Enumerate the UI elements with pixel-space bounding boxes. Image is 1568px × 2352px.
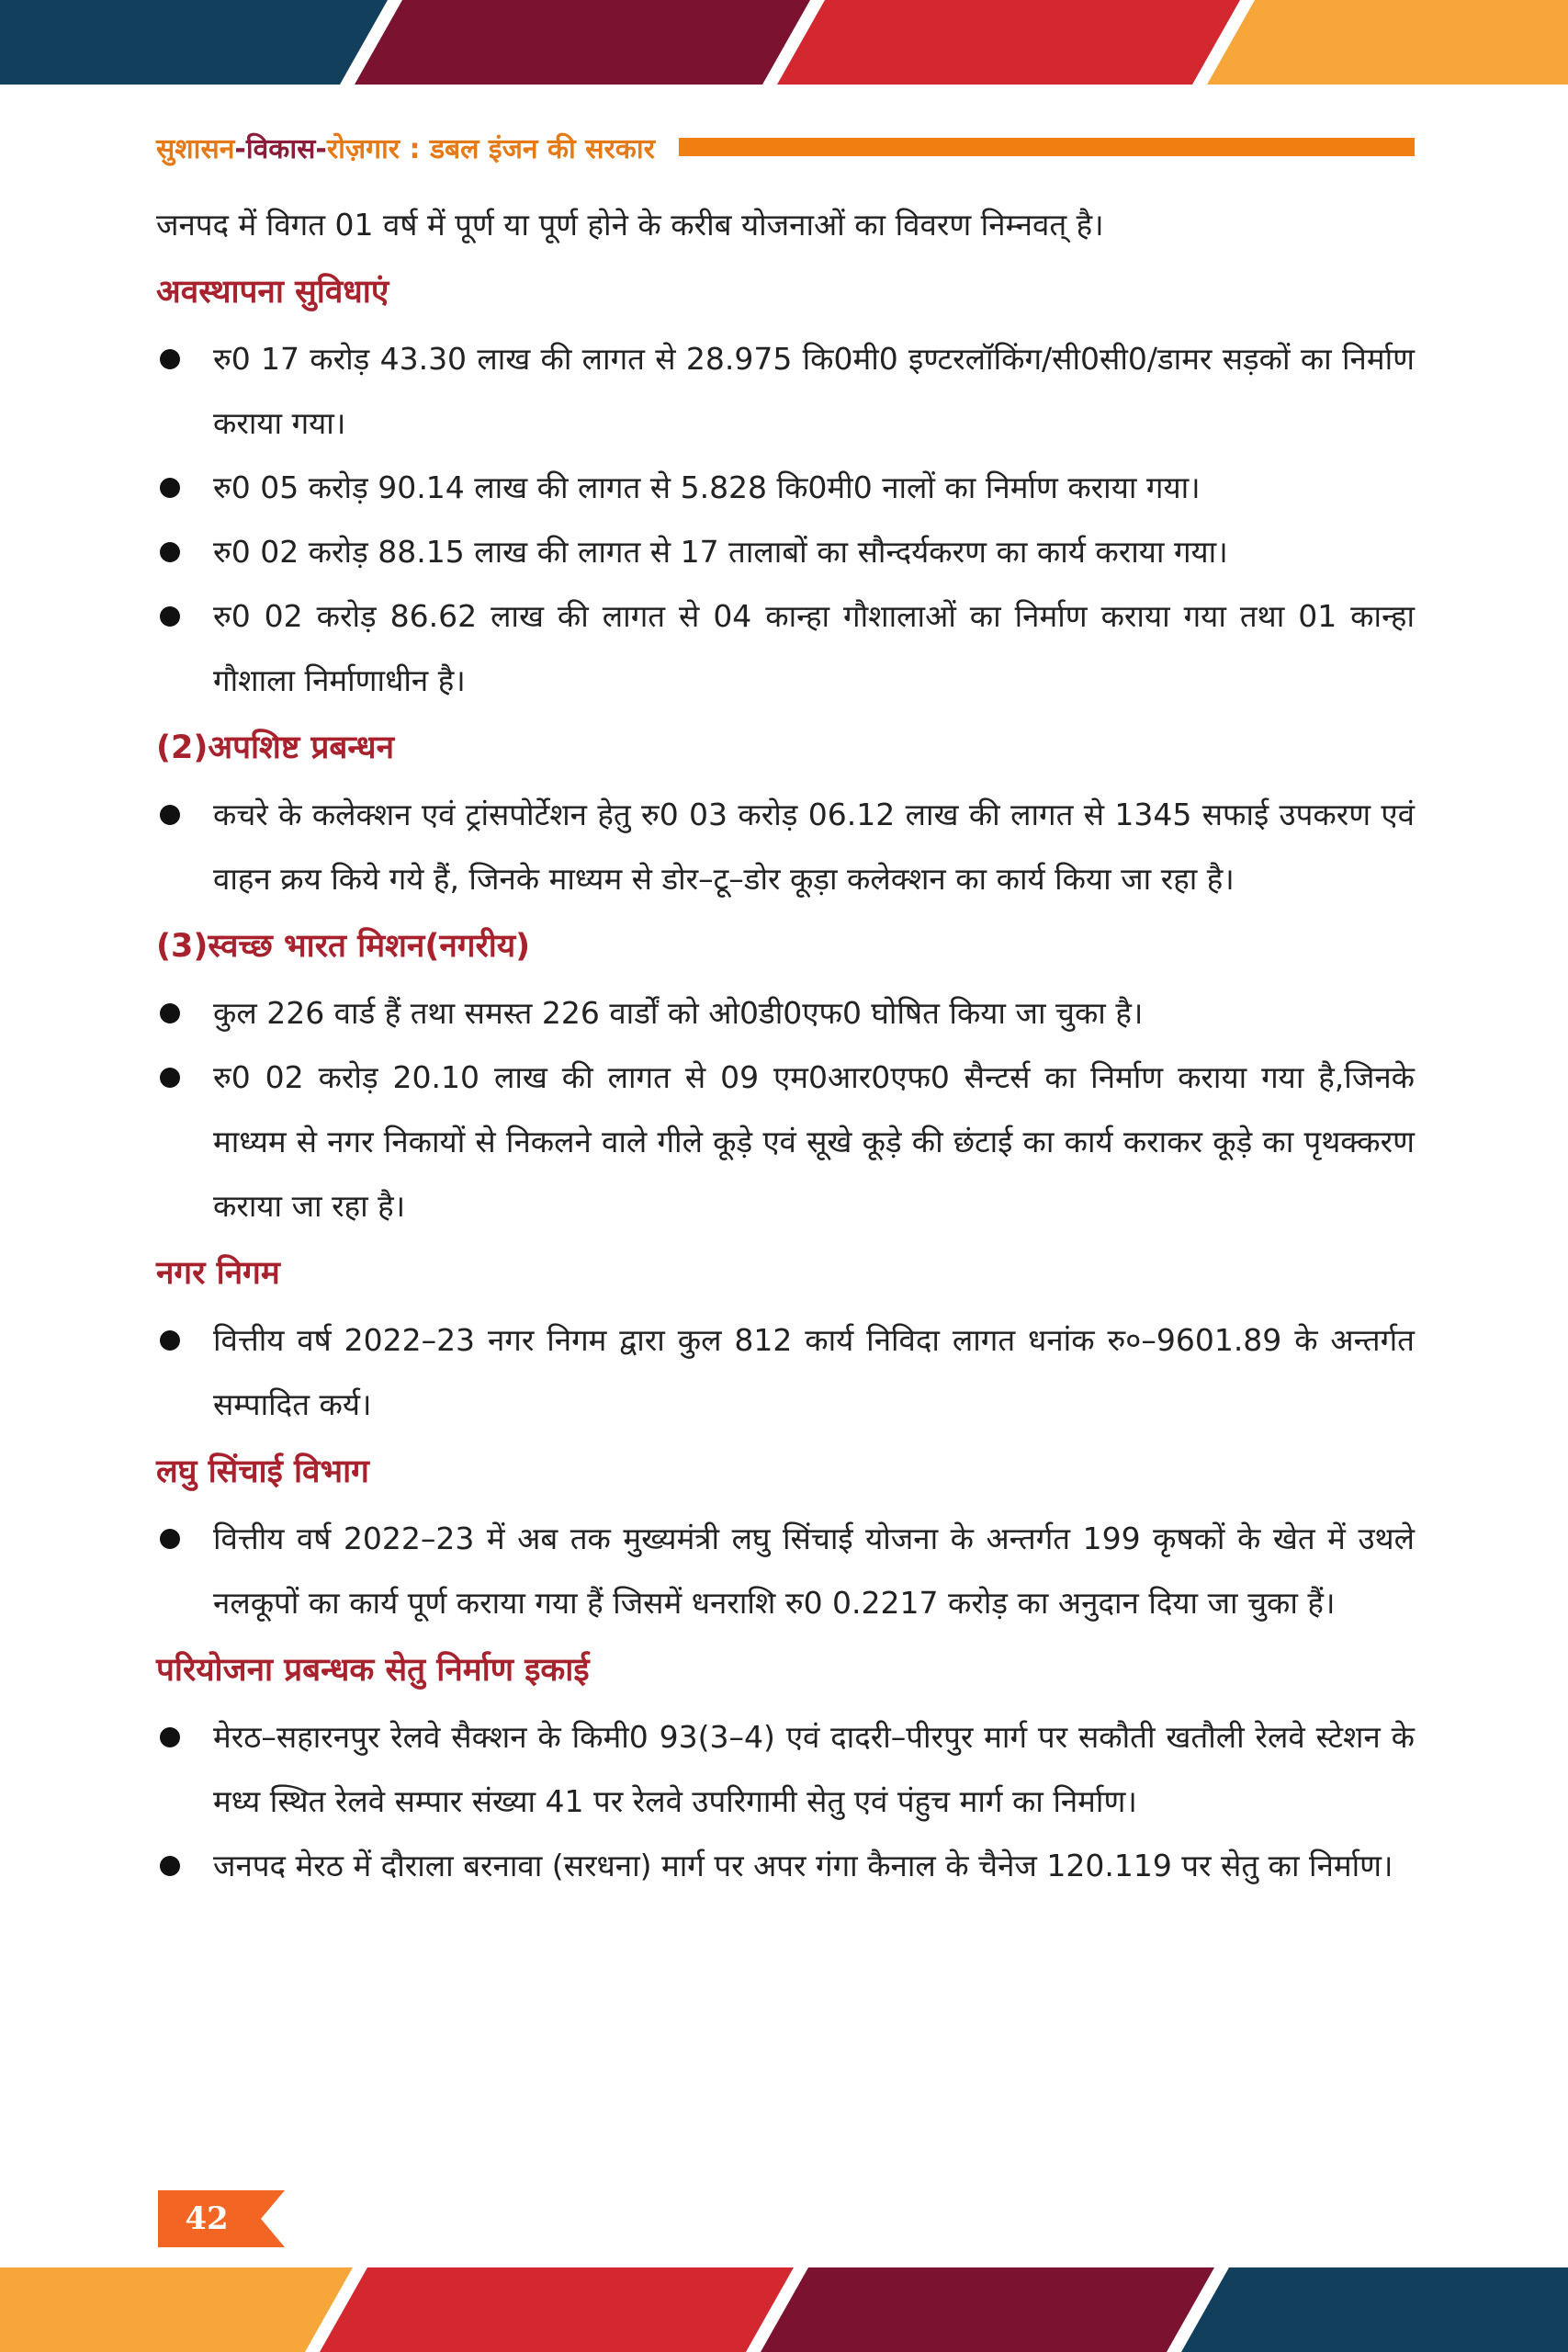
list-item bbox=[156, 1308, 1415, 1437]
section-nagar-nigam bbox=[156, 1238, 1415, 1437]
list-item-text: रु0 05 करोड़ 90.14 लाख की लागत से 5.828 कि0मी0 नालों का निर्माण कराया गया। bbox=[213, 469, 1201, 505]
list-item-text: कचरे के कलेक्शन एवं ट्रांसपोर्टेशन हेतु रु0 03 करोड़ 06.12 लाख की लागत से 1345 सफाई उपकरण एवं वाहन क्रय किये गये हैं, जिनके माध्यम से डोर–टू–डोर कूड़ा कलेक्शन का कार्य किया जा रहा है। bbox=[213, 797, 1415, 897]
section-minor-irrigation bbox=[156, 1437, 1415, 1635]
bullet-icon bbox=[156, 1046, 213, 1238]
page-number-tab bbox=[158, 2190, 285, 2247]
section-swachh-bharat bbox=[156, 911, 1415, 1238]
list-item-text: वित्तीय वर्ष 2022–23 नगर निगम द्वारा कुल 812 कार्य निविदा लागत धनांक रु०–9601.89 के अन्तर्गत सम्पादित कर्य। bbox=[213, 1322, 1415, 1422]
section-heading: लघु सिंचाई विभाग bbox=[156, 1453, 369, 1490]
running-header bbox=[156, 127, 1415, 167]
bullet-icon bbox=[156, 327, 213, 456]
section-infrastructure bbox=[156, 257, 1415, 713]
list-item-text: जनपद मेरठ में दौराला बरनावा (सरधना) मार्ग पर अपर गंगा कैनाल के चैनेज 120.119 पर सेतु का निर्माण। bbox=[213, 1848, 1393, 1883]
bullet-icon bbox=[156, 1507, 213, 1635]
list-item bbox=[156, 1705, 1415, 1834]
section-heading: नगर निगम bbox=[156, 1255, 280, 1292]
page-number: 42 bbox=[185, 2200, 229, 2237]
list-item-text: रु0 02 करोड़ 88.15 लाख की लागत से 17 तालाबों का सौन्दर्यकरण का कार्य कराया गया। bbox=[213, 534, 1228, 570]
header-title-sep1: - bbox=[234, 132, 246, 165]
bullet-icon bbox=[156, 981, 213, 1046]
intro-paragraph: जनपद में विगत 01 वर्ष में पूर्ण या पूर्ण होने के करीब योजनाओं का विवरण निम्नवत् है। bbox=[156, 207, 1104, 243]
list-item bbox=[156, 520, 1415, 584]
list-item-text: रु0 17 करोड़ 43.30 लाख की लागत से 28.975 कि0मी0 इण्टरलॉकिंग/सी0सी0/डामर सड़कों का निर्माण कराया गया। bbox=[213, 341, 1415, 441]
bottom-band-graphic bbox=[0, 2267, 1568, 2352]
list-item bbox=[156, 327, 1415, 456]
bullet-icon bbox=[156, 1705, 213, 1834]
bullet-icon bbox=[156, 584, 213, 713]
header-title-part1: सुशासन bbox=[156, 132, 235, 165]
list-item bbox=[156, 584, 1415, 713]
section-heading: (3)स्वच्छ भारत मिशन(नगरीय) bbox=[156, 928, 531, 965]
list-item-text: वित्तीय वर्ष 2022–23 में अब तक मुख्यमंत्री लघु सिंचाई योजना के अन्तर्गत 199 कृषकों के खेत में उथले नलकूपों का कार्य पूर्ण कराया गया हैं जिसमें धनराशि रु0 0.2217 करोड़ का अनुदान दिया जा चुका हैं। bbox=[213, 1521, 1415, 1621]
list-item-text: कुल 226 वार्ड हैं तथा समस्त 226 वार्डों को ओ0डी0एफ0 घोषित किया जा चुका है। bbox=[213, 995, 1144, 1031]
top-color-band bbox=[0, 0, 1568, 85]
list-item-text: रु0 02 करोड़ 86.62 लाख की लागत से 04 कान्हा गौशालाओं का निर्माण कराया गया तथा 01 कान्हा गौशाला निर्माणाधीन है। bbox=[213, 598, 1415, 698]
section-bridge-unit bbox=[156, 1635, 1415, 1898]
list-item bbox=[156, 456, 1415, 520]
section-heading: (2)अपशिष्ट प्रबन्धन bbox=[156, 729, 395, 766]
bullet-icon bbox=[156, 520, 213, 584]
header-rule bbox=[679, 138, 1415, 156]
list-item bbox=[156, 1507, 1415, 1635]
bullet-icon bbox=[156, 783, 213, 911]
bottom-color-band bbox=[0, 2267, 1568, 2352]
header-title-part3: रोज़गार : डबल इंजन की सरकार bbox=[326, 132, 655, 165]
section-heading: परियोजना प्रबन्धक सेतु निर्माण इकाई bbox=[156, 1652, 590, 1689]
list-item-text: रु0 02 करोड़ 20.10 लाख की लागत से 09 एम0आर0एफ0 सैन्टर्स का निर्माण कराया गया है,जिनके माध्यम से नगर निकायों से निकलने वाले गीले कूड़े एवं सूखे कूड़े की छंटाई का कार्य कराकर कूड़े का पृथक्करण कराया जा रहा है। bbox=[213, 1059, 1415, 1224]
list-item bbox=[156, 1046, 1415, 1238]
list-item bbox=[156, 1834, 1415, 1898]
header-title-sep2: - bbox=[315, 132, 327, 165]
header-title-part2: विकास bbox=[245, 132, 316, 165]
page-content bbox=[156, 193, 1415, 1898]
bullet-icon bbox=[156, 456, 213, 520]
section-heading: अवस्थापना सुविधाएं bbox=[156, 274, 389, 311]
bullet-icon bbox=[156, 1834, 213, 1898]
top-band-graphic bbox=[0, 0, 1568, 85]
bullet-icon bbox=[156, 1308, 213, 1437]
list-item-text: मेरठ–सहारनपुर रेलवे सैक्शन के किमी0 93(3–4) एवं दादरी–पीरपुर मार्ग पर सकौती खतौली रेलवे स्टेशन के मध्य स्थित रेलवे सम्पार संख्या 41 पर रेलवे उपरिगामी सेतु एवं पंहुच मार्ग का निर्माण। bbox=[213, 1719, 1415, 1819]
header-title bbox=[156, 129, 655, 166]
list-item bbox=[156, 783, 1415, 911]
section-waste-management bbox=[156, 713, 1415, 911]
list-item bbox=[156, 981, 1415, 1046]
